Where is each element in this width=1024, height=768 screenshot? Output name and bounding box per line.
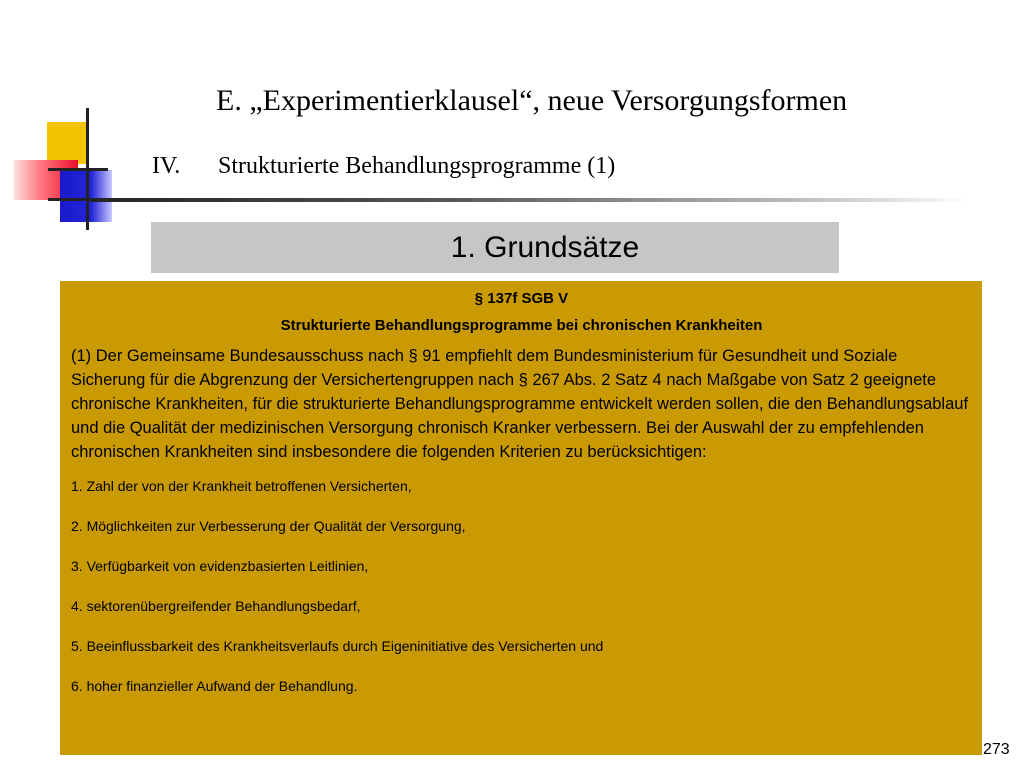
criteria-list bbox=[71, 478, 972, 718]
title-divider bbox=[90, 198, 970, 202]
list-item: 4. sektorenübergreifender Behandlungsbedarf, bbox=[71, 598, 361, 614]
list-item: 2. Möglichkeiten zur Verbesserung der Qualität der Versorgung, bbox=[71, 518, 466, 534]
list-item: 1. Zahl der von der Krankheit betroffenen Versicherten, bbox=[71, 478, 412, 494]
section-heading: 1. Grundsätze bbox=[450, 230, 640, 264]
paragraph-body: (1) Der Gemeinsame Bundesausschuss nach § 91 empfiehlt dem Bundesministerium für Gesundheit und Soziale Sicherung für die Abgrenzung der Versichertengruppen nach § 267 Abs. 2 Satz 4 nach Maßgabe von Satz 2 geeignete chronische Krankheiten, für die strukturierte Behandlungsprogramme entwickelt werden sollen, die den Behandlungsablauf und die Qualität der medizinischen Versorgung chronisch Kranker verbessern. Bei der Auswahl der zu empfehlenden chronischen Krankheiten sind insbesondere die folgenden Kriterien zu berücksichtigen: bbox=[71, 347, 969, 461]
logo-yellow-square bbox=[47, 122, 87, 164]
decorative-logo bbox=[0, 100, 150, 230]
subtitle-number: IV. bbox=[152, 153, 181, 179]
slide-subtitle: Strukturierte Behandlungsprogramme (1) bbox=[218, 153, 616, 179]
logo-horizontal-line bbox=[48, 168, 108, 171]
law-text-box bbox=[60, 281, 982, 755]
list-item: 6. hoher finanzieller Aufwand der Behandlung. bbox=[71, 678, 358, 694]
list-item: 3. Verfügbarkeit von evidenzbasierten Leitlinien, bbox=[71, 558, 369, 574]
list-item: 5. Beeinflussbarkeit des Krankheitsverlaufs durch Eigeninitiative des Versicherten und bbox=[71, 638, 604, 654]
paragraph-reference: § 137f SGB V bbox=[474, 290, 569, 307]
slide-title: E. „Experimentierklausel“, neue Versorgungsformen bbox=[216, 84, 848, 117]
paragraph-heading: Strukturierte Behandlungsprogramme bei chronischen Krankheiten bbox=[280, 317, 763, 334]
section-heading-box bbox=[151, 222, 839, 273]
page-number: 273 bbox=[983, 741, 1010, 758]
